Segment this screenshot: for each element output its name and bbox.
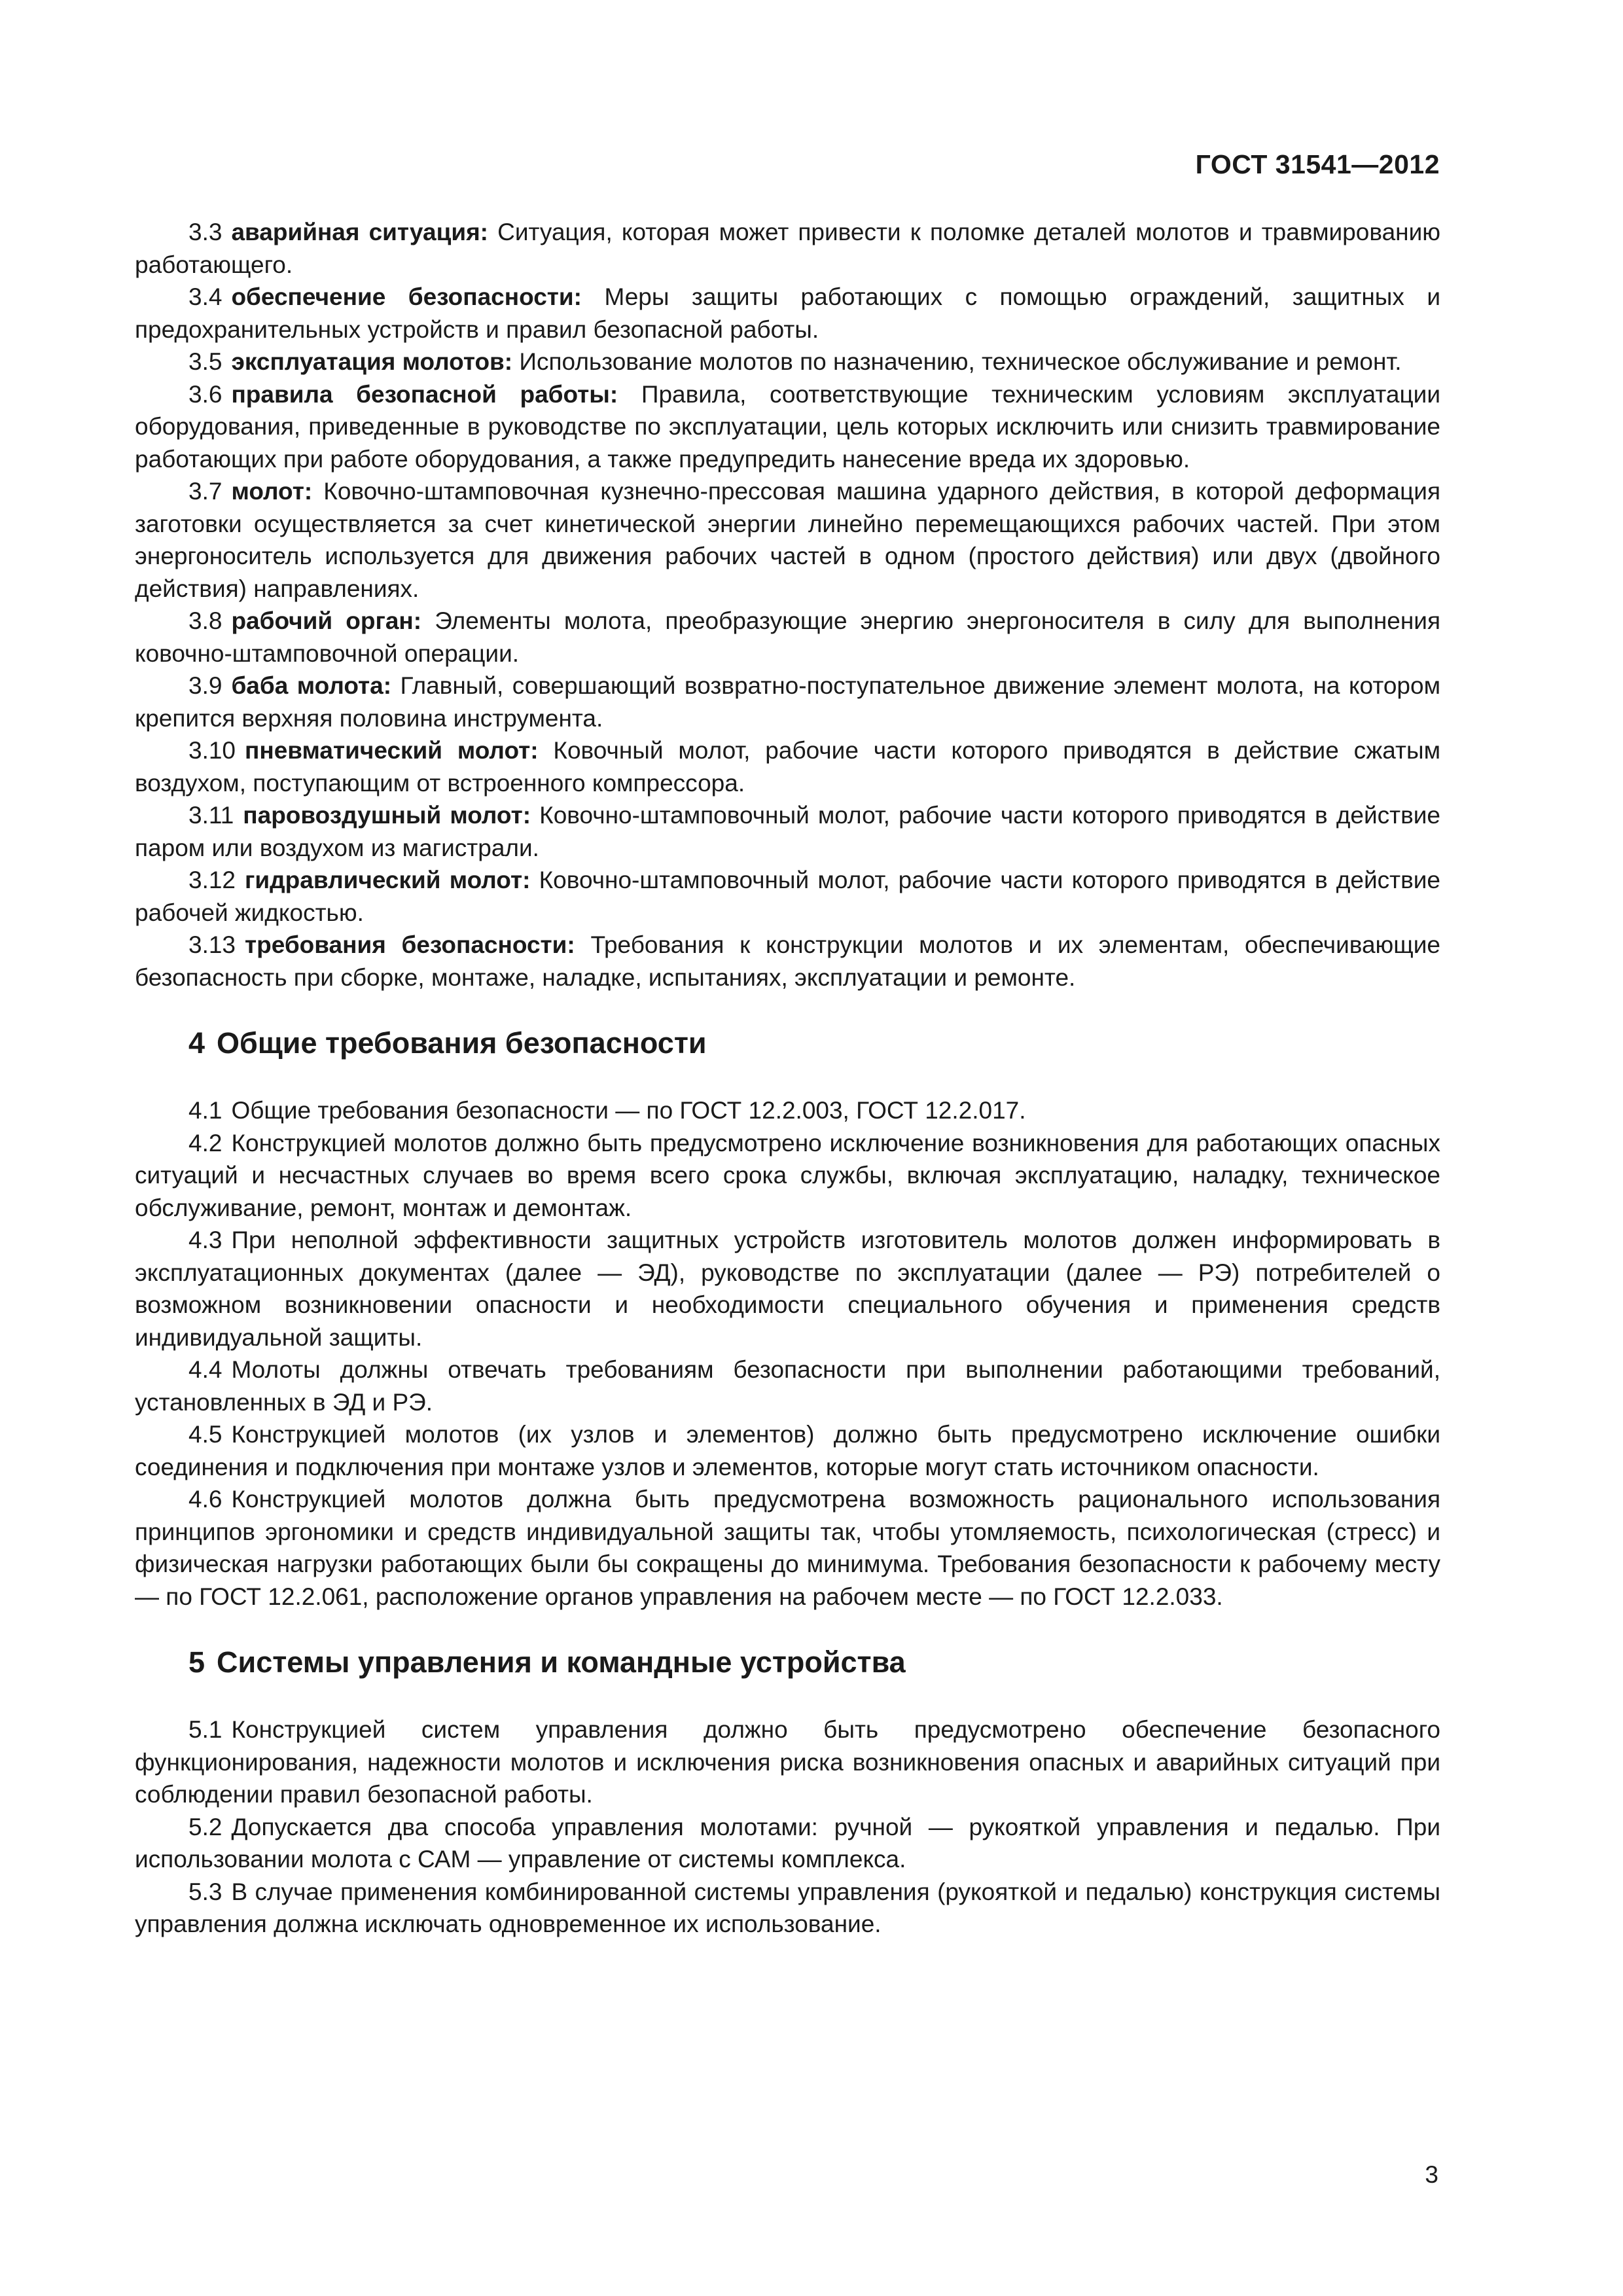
section-number: 4: [188, 1026, 205, 1060]
clause-paragraph: [135, 1418, 1440, 1483]
clause-number: 5.1: [188, 1716, 223, 1743]
clause-number: 3.6: [188, 380, 223, 408]
definition-paragraph: [135, 281, 1440, 346]
clause-text: Молоты должны отвечать требованиям безопасности при выполнении работающими требований, установленных в ЭД и РЭ.: [135, 1356, 1440, 1416]
definition-term: гидравлический молот:: [245, 867, 531, 893]
definition-text: Ситуация, которая может привести к поломке деталей молотов и травмированию работающего.: [135, 219, 1440, 278]
definition-text: Требования к конструкции молотов и их элементам, обеспечивающие безопасность при сборке, монтаже, наладке, испытаниях, эксплуатации и ремонте.: [135, 931, 1440, 991]
clause-number: 3.7: [188, 478, 223, 505]
section-number: 5: [188, 1645, 205, 1679]
definition-term: молот:: [231, 478, 313, 505]
section-5-heading: [188, 1645, 1440, 1679]
definition-term: правила безопасной работы:: [231, 380, 618, 408]
definition-term: обеспечение безопасности:: [231, 283, 582, 310]
clause-number: 3.9: [188, 672, 223, 699]
definition-term: аварийная ситуация:: [231, 219, 489, 245]
clause-paragraph: [135, 1094, 1440, 1127]
definition-text: Главный, совершающий возвратно-поступательное движение элемент молота, на котором крепится верхняя половина инструмента.: [135, 672, 1441, 732]
clause-number: 3.11: [188, 802, 234, 829]
definition-paragraph: [135, 216, 1440, 281]
definition-paragraph: [135, 378, 1440, 476]
clause-number: 4.1: [188, 1097, 223, 1124]
definition-text: Меры защиты работающих с помощью ограждений, защитных и предохранительных устройств и правил безопасной работы.: [135, 283, 1440, 343]
definition-term: пневматический молот:: [245, 737, 539, 764]
clause-number: 4.5: [188, 1421, 223, 1448]
clause-paragraph: [135, 1713, 1440, 1811]
section-title: Общие требования безопасности: [217, 1026, 707, 1060]
clause-text: Допускается два способа управления молотами: ручной — рукояткой управления и педалью. При использовании молота с САМ — управление от системы комплекса.: [135, 1813, 1440, 1873]
definition-paragraph: [135, 864, 1440, 929]
definition-text: Ковочный молот, рабочие части которого приводятся в действие сжатым воздухом, поступающим от встроенного компрессора.: [135, 737, 1441, 797]
definition-paragraph: [135, 475, 1440, 605]
clause-text: Конструкцией молотов должно быть предусмотрено исключение возникновения для работающих опасных ситуаций и несчастных случаев во время всего срока службы, включая эксплуатацию, наладку, техническое обслуживание, ремонт, монтаж и демонтаж.: [135, 1129, 1440, 1221]
clause-paragraph: [135, 1483, 1440, 1613]
clause-number: 4.6: [188, 1486, 223, 1513]
clause-text: Конструкцией молотов (их узлов и элементов) должно быть предусмотрено исключение ошибки соединения и подключения при монтаже узлов и элементов, которые могут стать источником опасности.: [135, 1421, 1440, 1480]
definition-text: Ковочно-штамповочный молот, рабочие части которого приводятся в действие паром или воздухом из магистрали.: [135, 802, 1440, 861]
clause-paragraph: [135, 1876, 1440, 1941]
definition-text: Использование молотов по назначению, техническое обслуживание и ремонт.: [519, 348, 1402, 375]
definition-term: баба молота:: [231, 672, 392, 699]
clause-number: 3.5: [188, 348, 223, 375]
clause-number: 3.13: [188, 931, 236, 958]
clause-text: Конструкцией молотов должна быть предусмотрена возможность рационального использования принципов эргономики и средств индивидуальной защиты так, чтобы утомляемость, психологическая (стресс) и физическая нагрузки работающих были бы сокращены до минимума. Требования безопасности к рабочему месту — по ГОСТ 12.2.061, расположение органов управления на рабочем месте — по ГОСТ 12.2.033.: [135, 1486, 1440, 1610]
definition-text: Ковочно-штамповочная кузнечно-прессовая машина ударного действия, в которой деформация заготовки осуществляется за счет кинетической энергии линейно перемещающихся рабочих частей. При этом энергоноситель используется для движения рабочих частей в одном (простого действия) или двух (двойного действия) направлениях.: [135, 478, 1440, 602]
clause-paragraph: [135, 1811, 1440, 1876]
clause-text: При неполной эффективности защитных устройств изготовитель молотов должен информировать в эксплуатационных документах (далее — ЭД), руководстве по эксплуатации (далее — РЭ) потребителей о возможном возникновении опасности и необходимости специального обучения и применения средств индивидуальной защиты.: [135, 1227, 1440, 1351]
definition-term: эксплуатация молотов:: [231, 348, 513, 375]
definition-term: требования безопасности:: [245, 931, 575, 958]
definition-text: Ковочно-штамповочный молот, рабочие части которого приводятся в действие рабочей жидкостью.: [135, 867, 1440, 926]
clause-paragraph: [135, 1224, 1440, 1354]
clause-text: Общие требования безопасности — по ГОСТ 12.2.003, ГОСТ 12.2.017.: [231, 1097, 1026, 1124]
clause-number: 3.10: [188, 737, 236, 764]
clause-text: Конструкцией систем управления должно быть предусмотрено обеспечение безопасного функционирования, надежности молотов и исключения риска возникновения опасных и аварийных ситуаций при соблюдении правил безопасной работы.: [135, 1716, 1440, 1808]
definition-paragraph: [135, 346, 1440, 378]
definition-paragraph: [135, 605, 1440, 670]
definition-term: рабочий орган:: [231, 607, 422, 634]
definition-text: Элементы молота, преобразующие энергию энергоносителя в силу для выполнения ковочно-штамповочной операции.: [135, 607, 1440, 667]
clause-number: 4.3: [188, 1227, 223, 1253]
clause-number: 5.3: [188, 1878, 223, 1905]
definition-paragraph: [135, 670, 1440, 734]
page-number: 3: [1425, 2161, 1438, 2188]
clause-number: 3.12: [188, 867, 236, 893]
clause-paragraph: [135, 1127, 1440, 1225]
page-content: [135, 216, 1440, 1941]
section-title: Системы управления и командные устройства: [217, 1645, 906, 1679]
clause-paragraph: [135, 1354, 1440, 1418]
definition-text: Правила, соответствующие техническим условиям эксплуатации оборудования, приведенные в руководстве по эксплуатации, цель которых исключить или снизить травмирование работающих при работе оборудования, а также предупредить нанесение вреда их здоровью.: [135, 380, 1440, 473]
clause-number: 3.4: [188, 283, 223, 310]
definition-paragraph: [135, 734, 1440, 799]
clause-number: 4.4: [188, 1356, 223, 1383]
clause-number: 3.8: [188, 607, 223, 634]
definition-paragraph: [135, 799, 1440, 864]
clause-number: 5.2: [188, 1813, 223, 1840]
clause-text: В случае применения комбинированной системы управления (рукояткой и педалью) конструкция системы управления должна исключать одновременное их использование.: [135, 1878, 1440, 1937]
clause-number: 4.2: [188, 1129, 223, 1157]
definition-paragraph: [135, 929, 1440, 994]
document-id-header: ГОСТ 31541—2012: [1195, 149, 1440, 179]
section-4-heading: [188, 1026, 1440, 1060]
definition-term: паровоздушный молот:: [243, 802, 531, 829]
clause-number: 3.3: [188, 219, 223, 245]
